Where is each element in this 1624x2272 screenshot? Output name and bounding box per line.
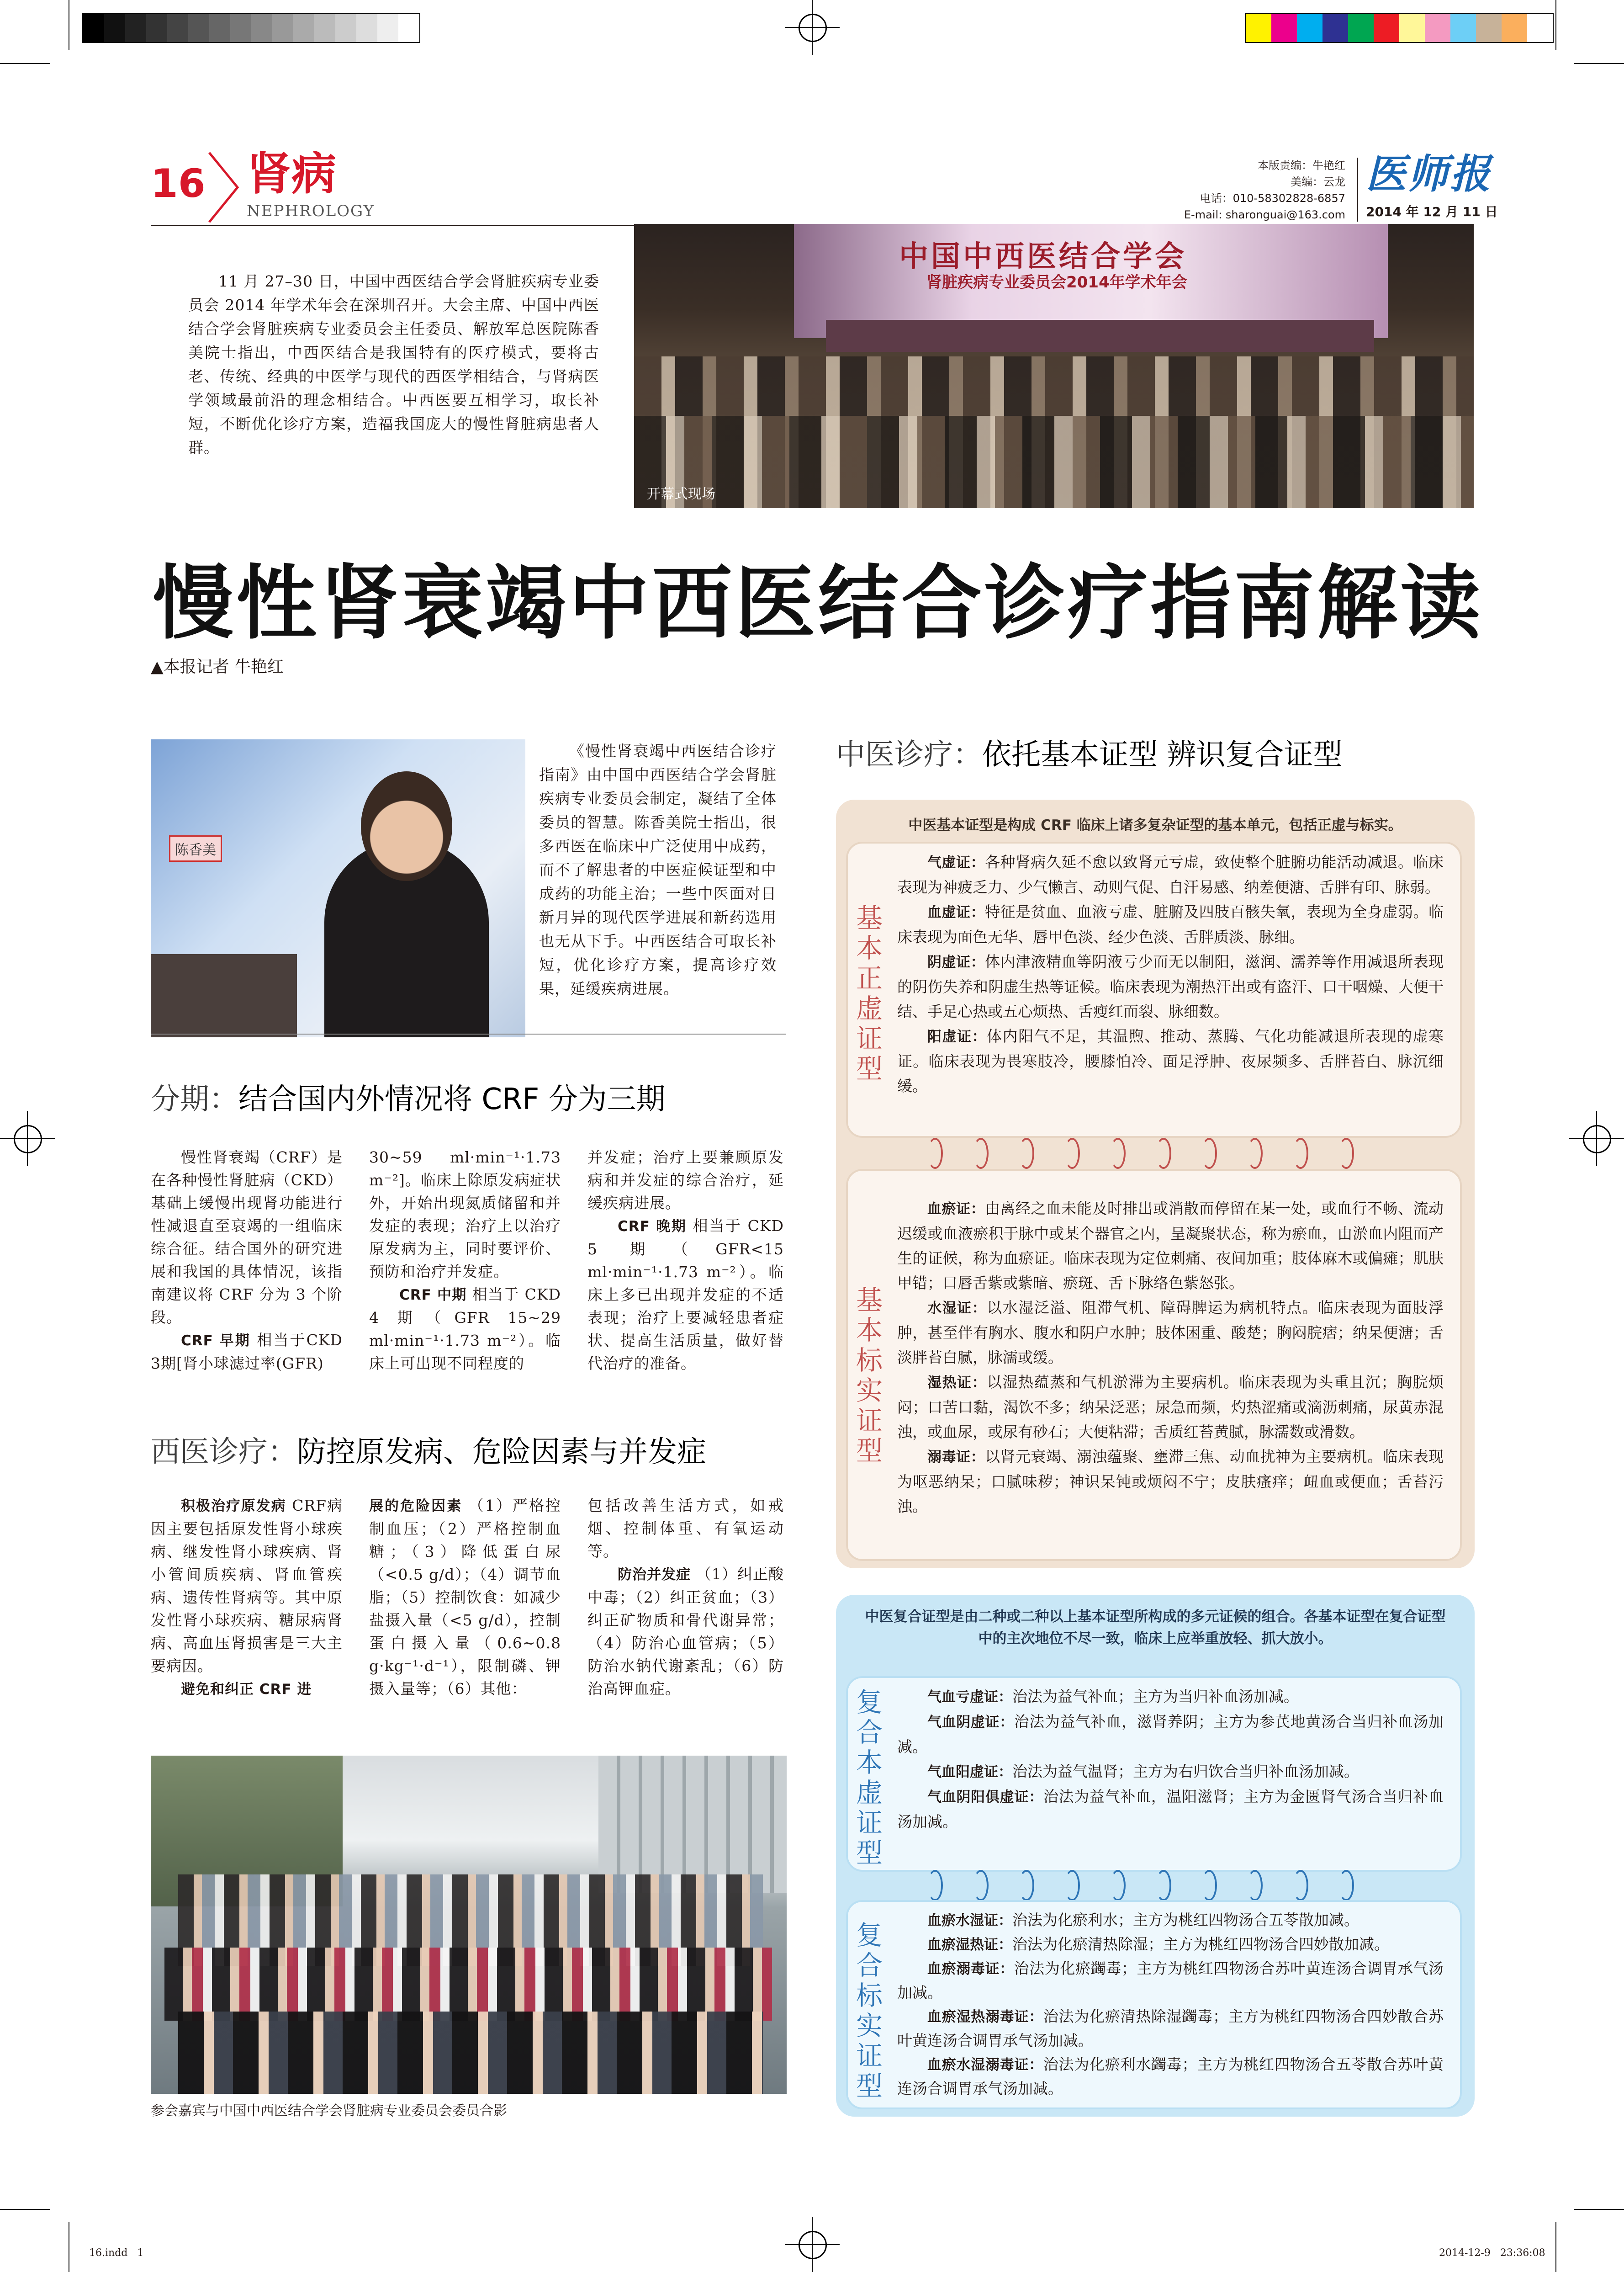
building-right	[598, 1756, 787, 1893]
portrait-photo	[151, 739, 525, 1037]
staging-col3-text: 并发症；治疗上要兼顾原发病和并发症的综合治疗，延缓疾病进展。	[587, 1148, 784, 1212]
binder-ring	[1110, 1138, 1126, 1169]
xyssnd-text: 治法为化瘀利水蠲毒；主方为桃红四物汤合五苓散合苏叶黄连汤合调胃承气汤加减。	[897, 2055, 1444, 2097]
staging-col3	[587, 1146, 784, 1375]
western-h2-tail: 展的危险因素	[369, 1498, 463, 1514]
section-title-en: NEPHROLOGY	[247, 202, 375, 220]
western-h1: 积极治疗原发病	[181, 1498, 286, 1514]
zhengxu-list	[897, 850, 1444, 1099]
conference-photo	[634, 224, 1474, 508]
intro-paragraph: 11 月 27–30 日，中国中西医结合学会肾脏疾病专业委员会 2014 年学术年会在深圳召开。大会主席、中国中西医结合学会肾脏疾病专业委员会主任委员、解放军总医院陈香美院士指出，中西医结合是我国特有的医疗模式，要将古老、传统、经典的中医学与现代的西医学相结合，与肾病医学领域最前沿的理念相结合。中西医要互相学习，取长补短，不断优化诊疗方案，造福我国庞大的慢性肾脏病患者人群。	[188, 272, 599, 457]
section-title: 肾病	[247, 148, 337, 200]
registration-mark-right	[1569, 1111, 1624, 1166]
binder-ring	[1338, 1870, 1354, 1901]
yangxu-text: 体内阳气不足，其温煦、推动、蒸腾、气化功能减退所表现的虚寒证。临床表现为畏寒肢冷，腰膝怕冷、面足浮肿、夜尿频多、舌胖苔白、脉沉细缓。	[897, 1027, 1444, 1095]
page-number: 16	[151, 161, 206, 207]
photo-caption: 开幕式现场	[647, 486, 715, 502]
basic-intro: 中医基本证型是构成 CRF 临床上诸多复杂证型的基本单元，包括正虚与标实。	[908, 817, 1402, 833]
xysh-text: 治法为化瘀利水；主方为桃红四物汤合五苓散加减。	[1012, 1911, 1359, 1929]
fuhe-shi-box	[846, 1900, 1462, 2109]
xynd-name: 血瘀溺毒证：	[927, 1961, 1014, 1977]
crf-late-text: 相当于 CKD 5 期（GFR<15 ml·min⁻¹·1.73 m⁻²）。临床上多已出现并发症的不适表现；治疗上要减轻患者症状、提高生活质量，做好替代治疗的准备。	[587, 1217, 784, 1372]
compound-syndrome-panel	[836, 1595, 1475, 2117]
binder-ring	[1201, 1138, 1217, 1169]
basic-syndrome-panel	[836, 800, 1475, 1568]
binder-ring	[1064, 1870, 1080, 1901]
crf-mid-text: 相当于 CKD 4 期（GFR 15~29 ml·min⁻¹·1.73 m⁻²）。临床上可出现不同程度的	[369, 1285, 561, 1372]
yinxu-text: 体内津液精血等阴液亏少而无以制阳，滋润、濡养等作用减退所表现的阴伤失养和阴虚生热等证候。临床表现为潮热汗出或有盗汗、口干咽燥、大便干结、手足心热或五心烦热、舌瘦红而裂、脉细数。	[897, 953, 1444, 1020]
binder-ring	[1247, 1870, 1263, 1901]
tcm-heading	[836, 737, 1342, 773]
crowd-front	[178, 2012, 763, 2094]
podium-table	[826, 320, 1374, 352]
binder-ring	[1247, 1138, 1263, 1169]
registration-mark-bottom	[785, 2217, 840, 2272]
podium	[151, 954, 297, 1037]
masthead-divider	[1357, 158, 1358, 222]
xysrnd-text: 治法为化瘀清热除湿蠲毒；主方为桃红四物汤合四妙散合苏叶黄连汤合调胃承气汤加减。	[897, 2007, 1444, 2049]
western-label: 西医诊疗：	[151, 1435, 297, 1469]
western-col2	[369, 1494, 561, 1700]
grayscale-bar	[82, 13, 420, 43]
western-col1-text: CRF病因主要包括原发性肾小球疾病、继发性肾小球疾病、肾小管间质疾病、肾血管疾病、遗传性肾病等。其中原发性肾小球疾病、糖尿病肾病、高血压肾损害是三大主要病因。	[151, 1497, 343, 1675]
xueyu-name: 血瘀证：	[927, 1201, 985, 1217]
file-slug: 16.indd 1	[89, 2247, 144, 2259]
qixu-name: 气虚证：	[927, 855, 985, 871]
qxyangx-text: 治法为益气温肾；主方为右归饮合当归补血汤加减。	[1012, 1762, 1359, 1780]
western-title: 防控原发病、危险因素与并发症	[297, 1435, 706, 1469]
shire-text: 以湿热蕴蒸和气机淤滞为主要病机。临床表现为头重且沉；胸脘烦闷；口苦口黏，渴饮不多；纳呆泛恶；尿急而频，灼热涩痛或滴沥刺痛，尿黄赤混浊，或血尿，或尿有砂石；大便粘滞；舌质红苔黄腻，脉濡数或滑数。	[897, 1373, 1444, 1441]
xueyu-text: 由离经之血未能及时排出或消散而停留在某一处，或血行不畅、流动迟缓或血液瘀积于脉中或某个器官之内，呈凝聚状态，称为瘀血，由淤血内阻而产生的证候，称为血瘀证。临床表现为定位刺痛、夜间加重；肢体麻木或偏瘫；肌肤甲错；口唇舌紫或紫暗、瘀斑、舌下脉络色紫怒张。	[897, 1200, 1444, 1292]
qxyx-name: 气血阴虚证：	[927, 1714, 1014, 1731]
tcm-label: 中医诊疗：	[836, 738, 982, 772]
xysr-name: 血瘀湿热证：	[927, 1937, 1012, 1953]
crop-mark	[1574, 2209, 1624, 2210]
crf-early-text: 相当于CKD 3期[肾小球滤过率(GFR)	[151, 1331, 343, 1372]
staging-col2-text: 30~59 ml·min⁻¹·1.73 m⁻²]。临床上除原发病症状外，开始出现氮质储留和并发症的表现；治疗上以治疗原发病为主，同时要评价、预防和治疗并发症。	[369, 1148, 561, 1280]
western-col3b-text: （1）纠正酸中毒；（2）纠正贫血；（3）纠正矿物质和骨代谢异常；（4）防治心血管病；（5）防治水钠代谢紊乱；（6）防治高钾血症。	[587, 1565, 784, 1698]
fuhe-xu-box	[846, 1676, 1462, 1872]
fuhe-shi-label: 复合标实证型	[856, 1920, 883, 2102]
xuexu-name: 血虚证：	[927, 904, 985, 921]
binder-ring	[973, 1870, 989, 1901]
binder-ring	[1156, 1138, 1171, 1169]
western-h3: 防治并发症	[618, 1566, 691, 1583]
byline: ▲本报记者 牛艳红	[151, 658, 284, 676]
binder-ring	[1064, 1138, 1080, 1169]
binder-ring	[927, 1870, 943, 1901]
shuishi-text: 以水湿泛溢、阻滞气机、障碍脾运为病机特点。临床表现为面肢浮肿，甚至伴有胸水、腹水和阴户水肿；肢体困重、酸楚；胸闷脘痞；纳呆便溏；舌淡胖苔白腻，脉濡或缓。	[897, 1299, 1444, 1366]
fuhe-shi-list	[897, 1908, 1444, 2101]
binder-ring	[1201, 1870, 1217, 1901]
group-photo-caption: 参会嘉宾与中国中西医结合学会肾脏病专业委员会委员合影	[151, 2103, 507, 2119]
banner-title: 中国中西医结合学会	[899, 240, 1187, 274]
fuhe-xu-label: 复合本虚证型	[856, 1687, 883, 1869]
designer-line: 美编：云龙	[1291, 175, 1345, 188]
editor-line: 本版责编：牛艳红	[1258, 159, 1345, 172]
staging-col1	[151, 1146, 343, 1375]
xuexu-text: 特征是贫血、血液亏虚、脏腑及四肢百骸失氧，表现为全身虚弱。临床表现为面色无华、唇甲色淡、经少色淡、舌胖质淡、脉细。	[897, 903, 1444, 946]
western-col2-text: （1）严格控制血压；（2）严格控制血糖；（3）降低蛋白尿（<0.5 g/d）；（4）调节血脂；（5）控制饮食：如减少盐摄入量（<5 g/d），控制蛋白摄入量（0.6~0.8 g·kg⁻¹·d⁻¹），限制磷、钾摄入量等；（6）其他：	[369, 1497, 561, 1698]
staging-label: 分期：	[151, 1083, 238, 1116]
section-rule	[151, 1034, 786, 1035]
compound-intro: 中医复合证型是由二种或二种以上基本证型所构成的多元证候的组合。各基本证型在复合证型中的主次地位不尽一致，临床上应举重放轻、抓大放小。	[865, 1608, 1446, 1647]
staging-title: 结合国内外情况将 CRF 分为三期	[238, 1083, 666, 1116]
western-heading	[151, 1434, 706, 1470]
crop-mark	[1555, 2222, 1556, 2272]
western-col3	[587, 1494, 784, 1700]
binder-ring	[1019, 1870, 1034, 1901]
timestamp-slug: 2014-12-9 23:36:08	[1439, 2247, 1545, 2259]
biaoshi-box	[846, 1169, 1462, 1561]
color-bar	[1245, 13, 1554, 43]
crop-mark	[0, 2209, 50, 2210]
fuhe-xu-list	[897, 1684, 1444, 1834]
headline: 慢性肾衰竭中西医结合诊疗指南解读	[153, 556, 1484, 650]
issue-date: 2014 年 12 月 11 日	[1366, 204, 1498, 219]
qxyx-text: 治法为益气补血，滋肾养阴；主方为参芪地黄汤合当归补血汤加减。	[897, 1713, 1444, 1756]
speaker-name-tag: 陈香美	[169, 835, 222, 862]
audience-row	[634, 416, 1474, 508]
biaoshi-label: 基本标实证型	[856, 1285, 883, 1466]
group-photo	[151, 1756, 787, 2094]
western-col3-text: 包括改善生活方式，如戒烟、控制体重、有氧运动等。	[587, 1497, 784, 1560]
speaker-head	[361, 771, 452, 881]
niaodu-text: 以肾元衰竭、溺浊蕴聚、壅滞三焦、动血扰神为主要病机。临床表现为呕恶纳呆；口腻味秽；神识呆钝或烦闷不宁；皮肤瘙痒；衄血或便血；舌苔污浊。	[897, 1448, 1444, 1515]
binder-ring	[1156, 1870, 1171, 1901]
binder-ring	[1293, 1138, 1308, 1169]
niaodu-name: 溺毒证：	[927, 1449, 985, 1465]
qxkx-name: 气血亏虚证：	[927, 1689, 1012, 1705]
crowd-middle	[164, 1948, 772, 2021]
crf-early-label: CRF 早期	[181, 1332, 251, 1349]
xynd-text: 治法为化瘀蠲毒；主方为桃红四物汤合苏叶黄连汤合调胃承气汤加减。	[897, 1959, 1444, 2001]
western-h2: 避免和纠正 CRF 进	[181, 1681, 312, 1698]
xysh-name: 血瘀水湿证：	[927, 1912, 1012, 1929]
phone-line: 电话：010-58302828-6857	[1200, 192, 1345, 205]
xyssnd-name: 血瘀水湿溺毒证：	[927, 2057, 1043, 2073]
binder-ring	[1110, 1870, 1126, 1901]
qxyyjx-text: 治法为益气补血，温阳滋肾；主方为金匮肾气汤合当归补血汤加减。	[897, 1788, 1444, 1831]
tcm-title: 依托基本证型 辨识复合证型	[982, 738, 1343, 772]
binder-ring	[1019, 1138, 1034, 1169]
registration-mark-left	[0, 1111, 55, 1166]
crop-mark	[1574, 63, 1624, 64]
crop-mark	[0, 63, 50, 64]
masthead-logo: 医师报	[1366, 150, 1492, 197]
crf-late-label: CRF 晚期	[618, 1218, 687, 1235]
crf-mid-label: CRF 中期	[399, 1287, 467, 1303]
xysrnd-name: 血瘀湿热溺毒证：	[927, 2009, 1043, 2025]
email-line: E-mail: sharonguai@163.com	[1184, 208, 1345, 221]
qixu-text: 各种肾病久延不愈以致肾元亏虚，致使整个脏腑功能活动减退。临床表现为神疲乏力、少气懒言、动则气促、自汗易感、纳差便溏、舌胖有印、脉弱。	[897, 853, 1444, 896]
portrait-caption: 《慢性肾衰竭中西医结合诊疗指南》由中国中西医结合学会肾脏疾病专业委员会制定，凝结了全体委员的智慧。陈香美院士指出，很多西医在临床中广泛使用中成药，而不了解患者的中医症候证型和中成药的功能主治；一些中医面对日新月异的现代医学进展和新药选用也无从下手。中西医结合可取长补短，优化诊疗方案，提高诊疗效果，延缓疾病进展。	[539, 742, 777, 998]
staging-heading	[151, 1081, 666, 1118]
registration-mark-top	[785, 0, 840, 55]
qxyyjx-name: 气血阴阳俱虚证：	[927, 1789, 1043, 1805]
binder-ring	[1338, 1138, 1354, 1169]
shire-name: 湿热证：	[927, 1375, 987, 1391]
zhengxu-box	[846, 842, 1462, 1138]
zhengxu-label: 基本正虚证型	[856, 902, 883, 1084]
binder-ring	[973, 1138, 989, 1169]
binder-ring	[1293, 1870, 1308, 1901]
staging-col1-text: 慢性肾衰竭（CRF）是在各种慢性肾脏病（CKD）基础上缓慢出现肾功能进行性减退直至衰竭的一组临床综合征。结合国外的研究进展和我国的具体情况，该指南建议将 CRF 分为 3 个阶段。	[151, 1148, 343, 1326]
shuishi-name: 水湿证：	[927, 1300, 987, 1316]
yinxu-name: 阴虚证：	[927, 954, 985, 971]
biaoshi-list	[897, 1196, 1444, 1519]
crop-mark	[1555, 0, 1556, 50]
yangxu-name: 阳虚证：	[927, 1029, 987, 1045]
staging-col2	[369, 1146, 561, 1375]
binder-ring	[927, 1138, 943, 1169]
banner-subtitle: 肾脏疾病专业委员会2014年学术年会	[926, 273, 1187, 292]
qxyangx-name: 气血阳虚证：	[927, 1764, 1012, 1780]
qxkx-text: 治法为益气补血；主方为当归补血汤加减。	[1012, 1688, 1299, 1705]
xysr-text: 治法为化瘀清热除湿；主方为桃红四物汤合四妙散加减。	[1012, 1935, 1389, 1953]
western-col1	[151, 1494, 343, 1701]
chevron-icon	[206, 151, 242, 224]
